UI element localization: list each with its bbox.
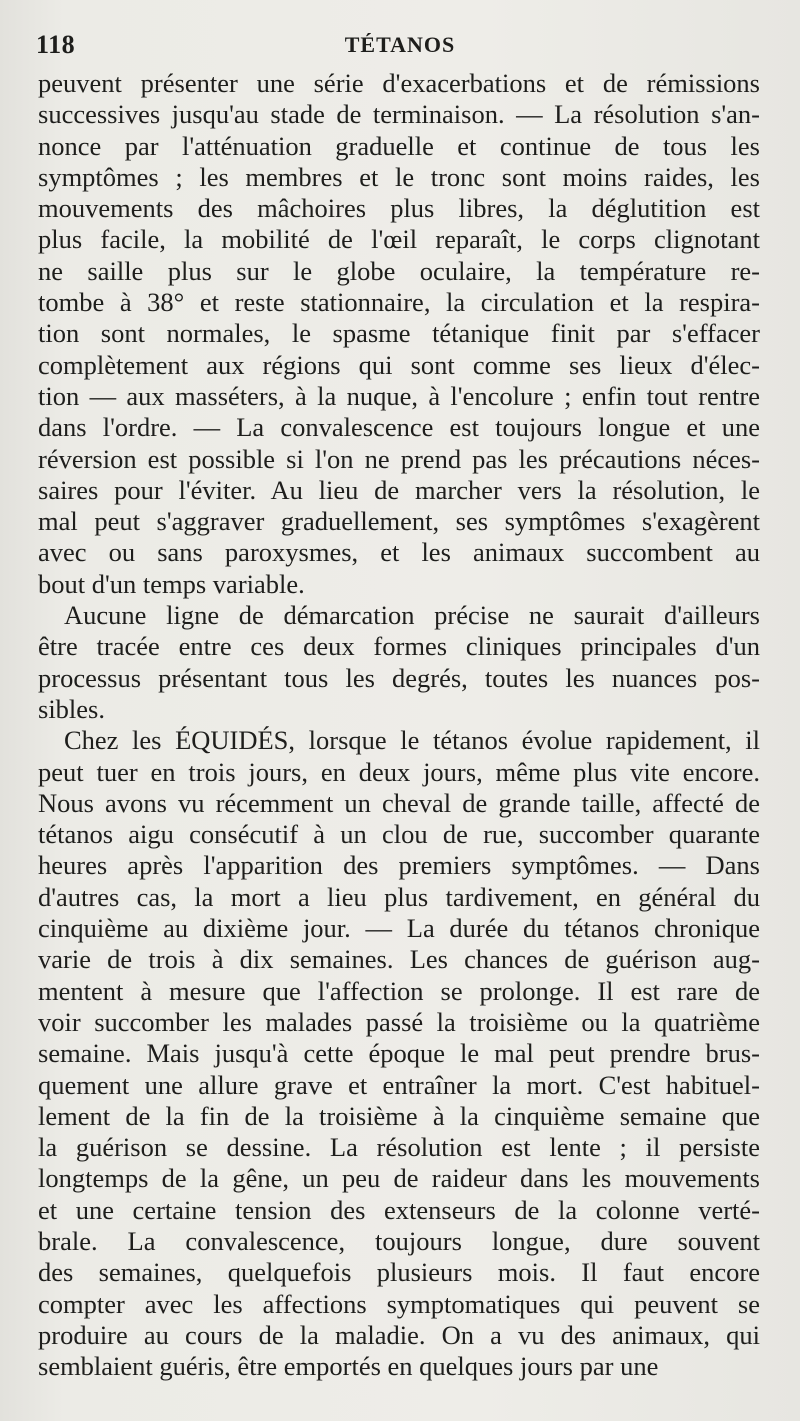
text-line: plus facile, la mobilité de l'œil reparaît, le corps clignotant [38, 224, 760, 255]
text-line: brale. La convalescence, toujours longue, dure souvent [38, 1225, 760, 1256]
text-line: Nous avons vu récemment un cheval de grande taille, affecté de [38, 787, 760, 818]
body-text [38, 68, 760, 1382]
text-line: mal peut s'aggraver graduellement, ses symptômes s'exagèrent [38, 506, 760, 537]
text-line: tétanos aigu consécutif à un clou de rue, succomber quarante [38, 819, 760, 850]
text-line: cinquième au dixième jour. — La durée du tétanos chronique [38, 913, 760, 944]
text-line: saires pour l'éviter. Au lieu de marcher vers la résolution, le [38, 474, 760, 505]
text-line: Aucune ligne de démarcation précise ne saurait d'ailleurs [64, 600, 760, 631]
text-line: peuvent présenter une série d'exacerbations et de rémissions [38, 68, 760, 98]
text-line: tion — aux masséters, à la nuque, à l'encolure ; enfin tout rentre [38, 380, 760, 411]
text-line: symptômes ; les membres et le tronc sont moins raides, les [38, 161, 760, 192]
text-line: quement une allure grave et entraîner la mort. C'est habituel- [38, 1069, 760, 1100]
text-line: ne saille plus sur le globe oculaire, la température re- [38, 255, 760, 286]
text-line: et une certaine tension des extenseurs de la colonne verté- [38, 1194, 760, 1225]
page-header [36, 30, 764, 64]
text-line: successives jusqu'au stade de terminaison. — La résolution s'an- [38, 99, 760, 130]
paragraph-2 [38, 600, 760, 725]
text-line: longtemps de la gêne, un peu de raideur dans les mouvements [38, 1163, 760, 1194]
text-line: mouvements des mâchoires plus libres, la déglutition est [38, 193, 760, 224]
text-line: réversion est possible si l'on ne prend pas les précautions néces- [38, 443, 760, 474]
text-line: la guérison se dessine. La résolution est lente ; il persiste [38, 1132, 760, 1163]
text-line: produire au cours de la maladie. On a vu des animaux, qui [38, 1319, 760, 1350]
text-line: mentent à mesure que l'affection se prolonge. Il est rare de [38, 975, 760, 1006]
text-line: complètement aux régions qui sont comme ses lieux d'élec- [38, 349, 760, 380]
paragraph-1 [38, 68, 760, 600]
text-line: peut tuer en trois jours, en deux jours, même plus vite encore. [38, 756, 760, 787]
text-line: des semaines, quelquefois plusieurs mois. Il faut encore [38, 1257, 760, 1288]
text-line: nonce par l'atténuation graduelle et continue de tous les [38, 130, 760, 161]
text-line: processus présentant tous les degrés, toutes les nuances pos- [38, 662, 760, 693]
page-number: 118 [36, 30, 76, 59]
text-line: lement de la fin de la troisième à la cinquième semaine que [38, 1100, 760, 1131]
paragraph-3 [38, 725, 760, 1382]
text-line: Chez les ÉQUIDÉS, lorsque le tétanos évolue rapidement, il [64, 725, 760, 756]
text-line: voir succomber les malades passé la troisième ou la quatrième [38, 1006, 760, 1037]
text-line: tombe à 38° et reste stationnaire, la circulation et la respira- [38, 287, 760, 318]
text-line: varie de trois à dix semaines. Les chances de guérison aug- [38, 944, 760, 975]
text-line: être tracée entre ces deux formes cliniques principales d'un [38, 631, 760, 662]
text-line: semaine. Mais jusqu'à cette époque le mal peut prendre brus- [38, 1038, 760, 1069]
text-line: semblaient guéris, être emportés en quelques jours par une [38, 1351, 659, 1382]
text-line: dans l'ordre. — La convalescence est toujours longue et une [38, 412, 760, 443]
text-line: tion sont normales, le spasme tétanique finit par s'effacer [38, 318, 760, 349]
text-line: d'autres cas, la mort a lieu plus tardivement, en général du [38, 881, 760, 912]
text-line: compter avec les affections symptomatiques qui peuvent se [38, 1288, 760, 1319]
text-line: bout d'un temps variable. [38, 568, 305, 599]
text-line: sibles. [38, 693, 105, 724]
text-line: heures après l'apparition des premiers symptômes. — Dans [38, 850, 760, 881]
running-title: TÉTANOS [344, 32, 456, 57]
text-line: avec ou sans paroxysmes, et les animaux succombent au [38, 537, 760, 568]
